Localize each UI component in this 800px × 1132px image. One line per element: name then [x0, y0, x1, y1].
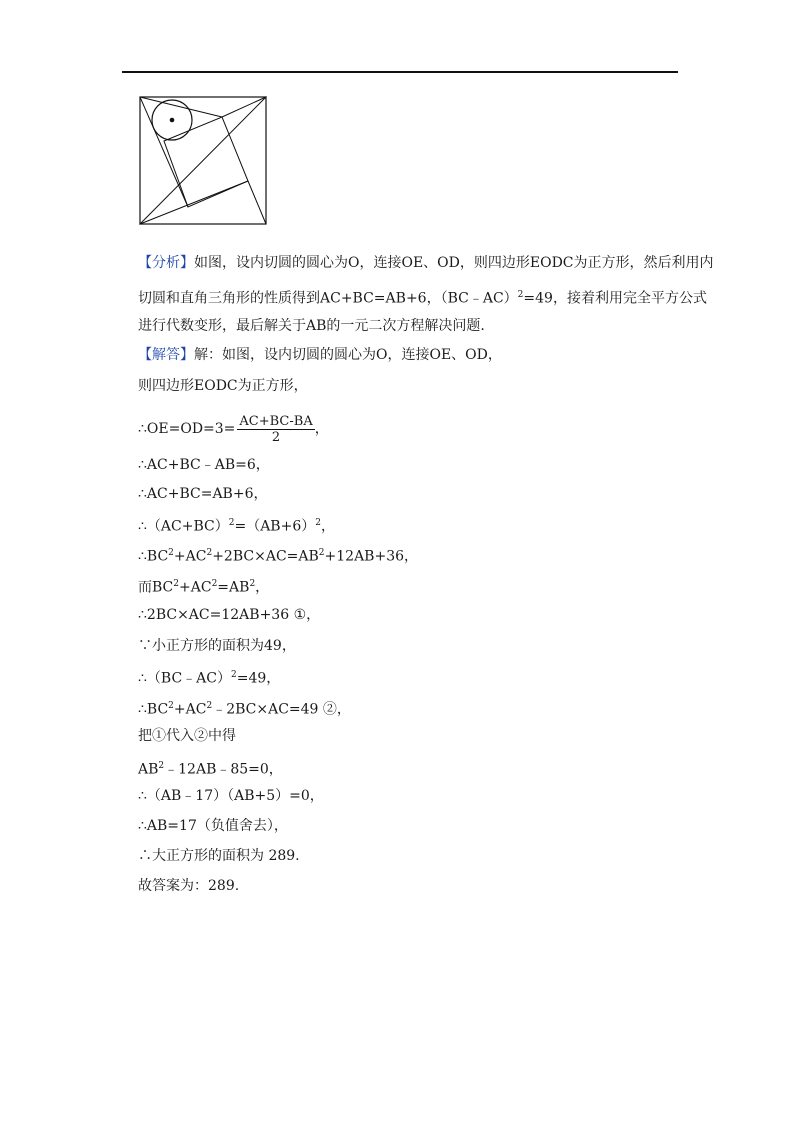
solution-line-18: 故答案为：289.	[138, 878, 240, 894]
solution-line-2: 则四边形EODC为正方形，	[138, 378, 308, 394]
solution-line-14: $AB^2﹣12AB﹣85=0$，	[138, 761, 283, 778]
solution-line-9: ∴2BC×AC=12AB+36 ①，	[138, 607, 321, 623]
solution-tag: 【解答】	[138, 347, 194, 363]
inner-square	[164, 117, 248, 207]
triangle-diagonal	[140, 97, 266, 224]
solution-line-4: ∴AC+BC﹣AB=6，	[138, 457, 270, 473]
solution-line-17: ∴大正方形的面积为 289.	[138, 848, 300, 864]
header-rule	[122, 71, 678, 73]
analysis-line-3: 进行代数变形，最后解关于AB的一元二次方程解决问题.	[138, 318, 485, 334]
incircle-center	[170, 118, 175, 123]
solution-line-15: ∴（AB﹣17）（AB+5）=0，	[138, 788, 324, 804]
solution-line-11: ∴（BC﹣AC）$^2$=49，	[138, 670, 281, 687]
fraction: $\frac{AC+BC-BA}{2}$	[239, 413, 313, 445]
solution-line-7: $\therefore BC^2+AC^2+2BC\times AC=AB^2+12AB+36$，	[138, 548, 419, 565]
analysis-line-2: 切圆和直角三角形的性质得到AC+BC=AB+6，（BC﹣AC）$^2$=49，接着利用完全平方公式	[138, 290, 707, 307]
tri-bottom	[140, 181, 248, 224]
solution-line-13: 把①代入②中得	[138, 728, 236, 744]
tri-left	[140, 97, 188, 207]
solution-line-1: 【解答】解：如图，设内切圆的圆心为O，连接OE、OD，	[138, 347, 502, 363]
solution-line-12: $\therefore BC^2+AC^2﹣2BC\times AC=49$ ②，	[138, 701, 351, 718]
analysis-line-1: 【分析】如图，设内切圆的圆心为O，连接OE、OD，则四边形EODC为正方形，然后利用内	[138, 255, 714, 271]
analysis-tag: 【分析】	[138, 255, 194, 271]
solution-line-3: ∴OE=OD=3= $\frac{AC+BC-BA}{2}$ ，	[138, 413, 329, 445]
solution-line-8: 而$BC^2+AC^2=AB^2$，	[138, 579, 270, 596]
solution-line-16: ∴AB=17（负值舍去），	[138, 818, 288, 834]
solution-line-6: $\therefore(AC+BC)^2=(AB+6)^2$，	[138, 518, 335, 535]
solution-line-10: ∵小正方形的面积为49，	[138, 638, 296, 654]
tri-top-right	[222, 97, 266, 117]
tri-right	[248, 181, 266, 224]
geometry-figure	[136, 90, 270, 230]
solution-line-5: ∴AC+BC=AB+6，	[138, 486, 268, 502]
